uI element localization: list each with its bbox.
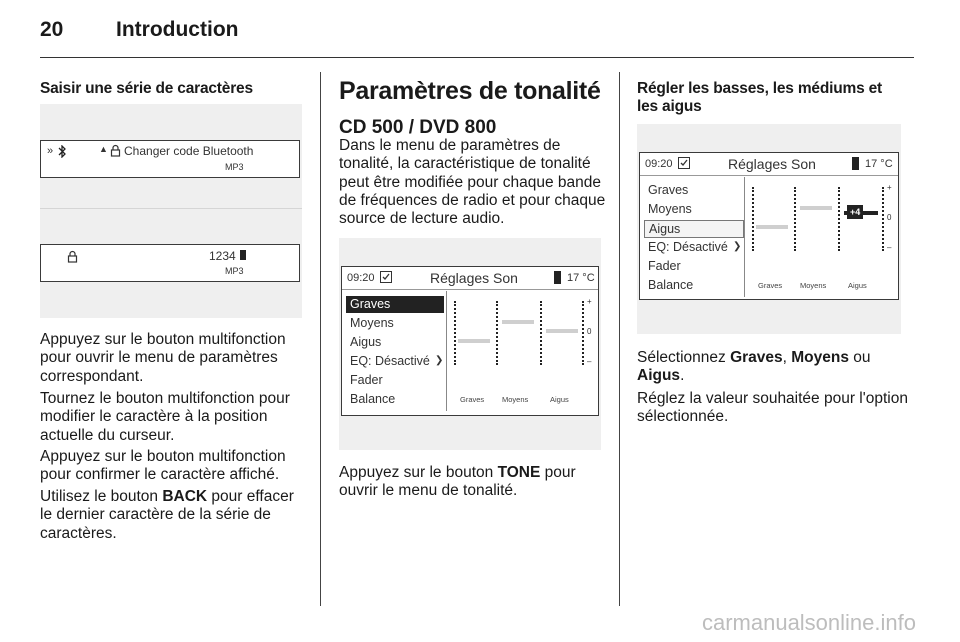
back-icon — [678, 157, 690, 169]
eq-label-moyens: Moyens — [800, 281, 827, 290]
back-button-name: BACK — [162, 488, 208, 505]
treble-adjust-screenshot — [637, 124, 901, 334]
eq-label-moyens: Moyens — [502, 395, 529, 404]
column-divider — [320, 72, 321, 606]
menu-item-fader[interactable]: Fader — [350, 373, 383, 387]
temperature: 17 °C — [865, 158, 893, 170]
eq-label-graves: Graves — [460, 395, 485, 404]
section-heading-bass-treble: Régler les basses, les médiums et les aigus — [637, 80, 882, 115]
chevron-right-icon: ❯ — [733, 241, 742, 252]
source-label: MP3 — [225, 162, 244, 172]
menu-item-balance[interactable]: Balance — [350, 392, 396, 406]
menu-item-fader[interactable]: Fader — [648, 259, 681, 273]
option-graves: Graves — [730, 349, 783, 366]
menu-item-eq[interactable]: EQ: Désactivé — [350, 354, 430, 368]
scale-minus: – — [587, 357, 592, 366]
section-heading-character-series: Saisir une série de caractères — [40, 80, 253, 97]
paragraph-tone — [339, 464, 611, 501]
eq-level-graves — [756, 225, 788, 229]
eq-scale — [582, 301, 586, 365]
menu-item-graves[interactable]: Graves — [346, 296, 444, 313]
text: , — [782, 349, 792, 366]
text: Appuyez sur le bouton — [339, 464, 498, 481]
model-subheading: CD 500 / DVD 800 — [339, 117, 497, 138]
paragraph-intro: Dans le menu de paramètres de tonalité, la caractéristique de tonalité peut être modifiée pour chaque bande de fréquences de radio et pour chaque source de lecture audio. — [339, 137, 606, 228]
back-icon — [380, 271, 392, 283]
eq-level-graves — [458, 339, 490, 343]
section-heading-tone: Paramètres de tonalité — [339, 77, 601, 105]
eq-label-aigus: Aigus — [848, 281, 867, 290]
lock-icon — [110, 144, 121, 157]
phone-icon — [554, 271, 561, 284]
scale-zero: 0 — [887, 213, 892, 222]
scale-plus: + — [887, 183, 892, 192]
chevron-right-icon: ❯ — [435, 355, 444, 366]
tone-display — [639, 152, 899, 300]
paragraph: Tournez le bouton multifonction pour modifier le caractère à la position actuelle du curseur. — [40, 390, 290, 444]
temperature: 17 °C — [567, 272, 595, 284]
up-arrow-icon: ▲ — [99, 144, 108, 154]
tone-display — [341, 266, 599, 416]
eq-scale — [882, 187, 886, 251]
page-number: 20 — [40, 18, 64, 41]
bluetooth-code-screenshot — [40, 104, 302, 318]
paragraph: Appuyez sur le bouton multifonction pour confirmer le caractère affiché. — [40, 448, 286, 484]
header-rule — [40, 57, 914, 58]
display-title: Changer code Bluetooth — [124, 144, 254, 158]
option-moyens: Moyens — [791, 349, 849, 366]
bluetooth-icon — [58, 145, 66, 158]
eq-level-moyens — [502, 320, 534, 324]
clock-time: 09:20 — [347, 272, 375, 284]
paragraph-back — [40, 488, 308, 543]
display-titlebar — [640, 153, 898, 176]
watermark: carmanualsonline.info — [701, 610, 916, 635]
phone-icon — [852, 157, 859, 170]
clock-time: 09:20 — [645, 158, 673, 170]
scale-plus: + — [587, 297, 592, 306]
eq-label-aigus: Aigus — [550, 395, 569, 404]
tone-button-name: TONE — [497, 464, 541, 481]
cursor-block — [240, 250, 246, 260]
eq-slider-graves[interactable] — [454, 301, 458, 365]
chapter-title: Introduction — [116, 18, 239, 41]
display-titlebar — [342, 267, 598, 290]
display-change-code — [40, 140, 300, 178]
menu-divider — [446, 291, 447, 411]
screen-title: Réglages Son — [430, 270, 518, 286]
menu-item-graves[interactable]: Graves — [648, 183, 689, 197]
paragraph: Appuyez sur le bouton multifonction pour ouvrir le menu de paramètres correspondant. — [40, 331, 286, 385]
eq-slider-graves[interactable] — [752, 187, 756, 251]
option-aigus: Aigus — [637, 367, 681, 385]
tone-menu-screenshot — [339, 238, 601, 450]
lock-icon — [67, 250, 78, 263]
eq-slider-moyens[interactable] — [794, 187, 798, 251]
menu-divider — [744, 177, 745, 297]
text: . — [680, 367, 685, 385]
text: Sélectionnez — [637, 349, 731, 366]
scale-minus: – — [887, 243, 892, 252]
menu-item-aigus[interactable]: Aigus — [350, 335, 382, 349]
scale-zero: 0 — [587, 327, 592, 336]
menu-item-moyens[interactable]: Moyens — [648, 202, 692, 216]
paragraph-select — [637, 349, 911, 386]
source-label: MP3 — [225, 266, 244, 276]
text: pour effacer le dernier caractère de la série de caractères. — [40, 488, 294, 542]
eq-label-graves: Graves — [758, 281, 783, 290]
screen-title: Réglages Son — [728, 156, 816, 172]
aigus-value-badge: +4 — [847, 205, 863, 219]
menu-item-eq[interactable]: EQ: Désactivé — [648, 240, 728, 254]
eq-level-aigus — [546, 329, 578, 333]
menu-item-moyens[interactable]: Moyens — [350, 316, 394, 330]
eq-slider-aigus[interactable] — [540, 301, 544, 365]
code-value: 1234 — [209, 249, 236, 263]
eq-slider-moyens[interactable] — [496, 301, 500, 365]
paragraph-adjust: Réglez la valeur souhaitée pour l'option sélectionnée. — [637, 390, 908, 426]
display-code-entry — [40, 244, 300, 282]
text: ou — [848, 349, 871, 366]
menu-item-aigus[interactable]: Aigus — [644, 220, 744, 238]
separator — [40, 208, 302, 209]
eq-level-moyens — [800, 206, 832, 210]
text: Utilisez le bouton — [40, 488, 163, 505]
fast-forward-icon: » — [47, 145, 54, 157]
text: pour ouvrir le menu de tonalité. — [339, 464, 576, 500]
eq-slider-aigus[interactable] — [838, 187, 842, 251]
column-divider — [619, 72, 620, 606]
menu-item-balance[interactable]: Balance — [648, 278, 694, 292]
